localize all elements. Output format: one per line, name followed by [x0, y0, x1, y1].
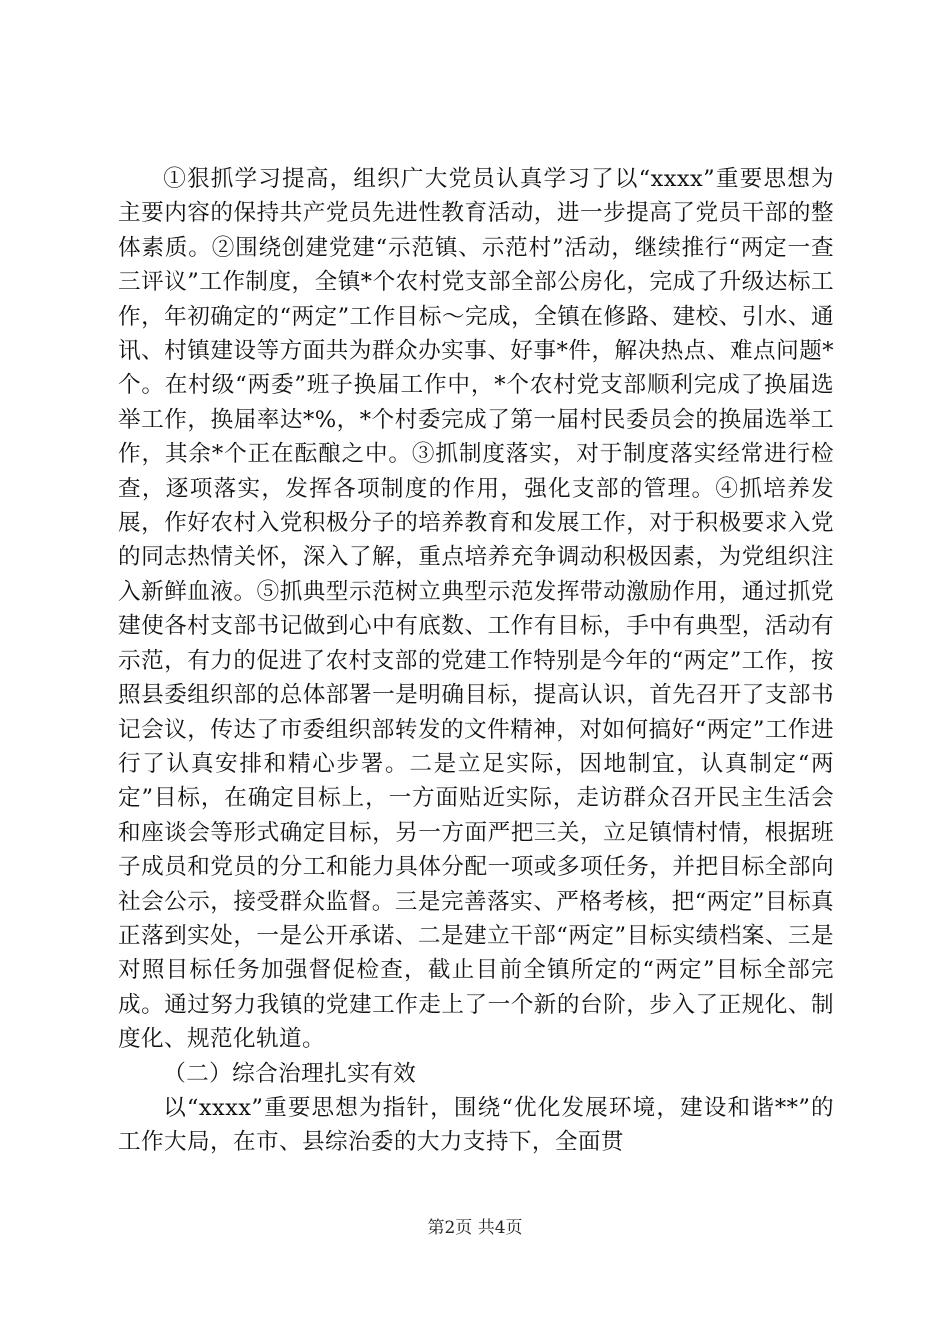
- section-heading-comprehensive-governance: （二）综合治理扎实有效: [163, 1060, 417, 1087]
- document-body: [118, 162, 834, 1160]
- page-number-footer: 第2页 共4页: [427, 1218, 523, 1238]
- body-paragraph-governance: 以“xxxx”重要思想为指针，围绕“优化发展环境，建设和谐**”的工作大局，在市、县综治委的大力支持下，全面贯: [118, 1094, 834, 1156]
- body-paragraph-party-building: ①狠抓学习提高，组织广大党员认真学习了以“xxxx”重要思想为主要内容的保持共产党员先进性教育活动，进一步提高了党员干部的整体素质。②围绕创建党建“示范镇、示范村”活动，继续推行“两定一查三评议”工作制度，全镇*个农村党支部全部公房化，完成了升级达标工作，年初确定的“两定”工作目标～完成，全镇在修路、建校、引水、通讯、村镇建设等方面共为群众办实事、好事*件，解决热点、难点问题*个。在村级“两委”班子换届工作中，*个农村党支部顺利完成了换届选举工作，换届率达*%，*个村委完成了第一届村民委员会的换届选举工作，其余*个正在酝酿之中。③抓制度落实，对于制度落实经常进行检查，逐项落实，发挥各项制度的作用，强化支部的管理。④抓培养发展，作好农村入党积极分子的培养教育和发展工作，对于积极要求入党的同志热情关怀，深入了解，重点培养充争调动积极因素，为党组织注入新鲜血液。⑤抓典型示范树立典型示范发挥带动激励作用，通过抓党建使各村支部书记做到心中有底数、工作有目标，手中有典型，活动有示范，有力的促进了农村支部的党建工作特别是今年的“两定”工作，按照县委组织部的总体部署一是明确目标，提高认识，首先召开了支部书记会议，传达了市委组织部转发的文件精神，对如何搞好“两定”工作进行了认真安排和精心步署。二是立足实际，因地制宜，认真制定“两定”目标，在确定目标上，一方面贴近实际，走访群众召开民主生活会和座谈会等形式确定目标，另一方面严把三关，立足镇情村情，根据班子成员和党员的分工和能力具体分配一项或多项任务，并把目标全部向社会公示，接受群众监督。三是完善落实、严格考核，把“两定”目标真正落到实处，一是公开承诺、二是建立干部“两定”目标实绩档案、三是对照目标任务加强督促检查，截止目前全镇所定的“两定”目标全部完成。通过努力我镇的党建工作走上了一个新的台阶，步入了正规化、制度化、规范化轨道。: [118, 166, 834, 1053]
